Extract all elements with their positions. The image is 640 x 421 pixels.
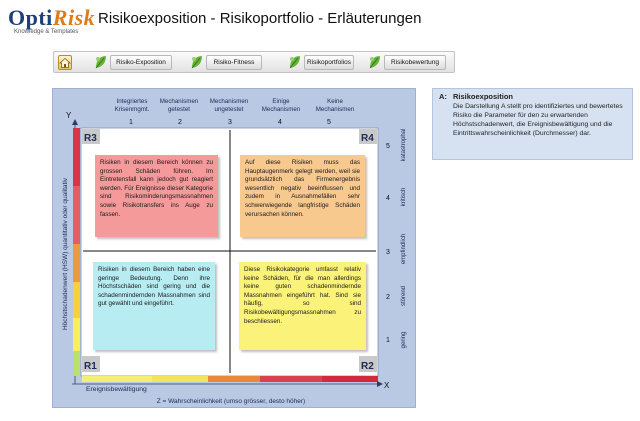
top-label-1b: Krisenmgmt. (114, 106, 150, 113)
left-bar-seg-5 (73, 318, 80, 351)
left-bar-seg-4 (73, 282, 80, 318)
bottom-bar-seg-1 (82, 376, 152, 382)
explanation-heading (439, 93, 626, 102)
x-axis-arrowhead (377, 381, 383, 387)
top-tick-5: 5 (327, 119, 331, 126)
top-tick-4: 4 (278, 119, 282, 126)
left-bar-seg-3 (73, 244, 80, 282)
logo-tagline: Knowledge & Templates (14, 29, 79, 35)
top-label-5b: Mechanismen (315, 106, 355, 113)
top-label-1a: Integriertes (116, 98, 148, 105)
bottom-bar-seg-3 (208, 376, 260, 382)
x-axis-letter: X (384, 381, 390, 390)
top-label-3b: ungetestet (214, 106, 244, 113)
explanation-letter: A: (439, 92, 447, 101)
quadrant-r4-description: Auf diese Risiken muss das Hauptaugenmerk gelegt werden, weil sie grundsätzlich das Firmenergebnis wesentlich negativ beeinflussen und zudem in Ausnahmefällen sehr schwerwiegende langfristige Schäden verursachen können. (240, 155, 365, 237)
tag-r4: R4 (361, 133, 374, 144)
tag-r3: R3 (84, 133, 97, 144)
explanation-panel (432, 88, 633, 160)
logo-text-b: Risk (52, 5, 96, 30)
bottom-bar-seg-2 (152, 376, 208, 382)
top-label-2a: Mechanismen (159, 98, 199, 105)
top-label-4b: Mechanismen (261, 106, 301, 113)
right-label-katastrophal: katastrophal (401, 128, 407, 162)
top-tick-2: 2 (178, 119, 182, 126)
nav-button-risiko-fitness[interactable]: Risiko-Fitness (206, 55, 262, 70)
quadrant-r3-description: Risiken in diesem Bereich können zu grossen Schäden führen. Im Eintretensfall kann jedoch gut reagiert werden. Für Ereignisse dieser Kategorie sind Risikominderungsmassnahmen sowie Risikotransfers ins Auge zu fassen. (95, 155, 218, 237)
nav-button-risikobewertung[interactable]: Risikobewertung (384, 55, 446, 70)
tag-r1: R1 (84, 361, 97, 372)
right-tick-1: 1 (386, 337, 390, 344)
quadrant-r1-description: Risiken in diesem Bereich haben eine geringe Bedeutung. Denn ihre Höchstschäden sind gering und die schadenmindernden Massnahmen sind gut gewählt und eingeführt. (93, 262, 215, 350)
top-label-2b: getestet (167, 106, 191, 113)
explanation-title: Risikoexposition (453, 92, 514, 101)
y-axis-title: Höchstschadenwert (HSW) quantitativ oder qualitativ (62, 177, 69, 331)
x-axis-title: Z = Wahrscheinlichkeit (umso grösser, desto höher) (156, 398, 306, 405)
bottom-bar-seg-4 (260, 376, 322, 382)
bottom-bar-seg-5 (322, 376, 378, 382)
page-title: Risikoexposition - Risikoportfolio - Erläuterungen (98, 10, 422, 27)
nav-button-risikoportfolios[interactable]: Risikoportfolios (304, 55, 354, 70)
right-label-kritisch: kritisch (401, 187, 407, 207)
top-label-3a: Mechanismen (209, 98, 249, 105)
bottom-label-ereignisbewaeltigung: Ereignisbewältigung (86, 386, 147, 393)
nav-button-risiko-exposition[interactable]: Risiko-Exposition (110, 55, 172, 70)
left-bar-seg-6 (73, 351, 80, 376)
right-tick-3: 3 (386, 249, 390, 256)
tag-r2: R2 (361, 361, 374, 372)
top-label-4a: Einige (272, 98, 290, 105)
right-tick-5: 5 (386, 143, 390, 150)
y-axis-letter: Y (66, 111, 72, 120)
top-tick-1: 1 (129, 119, 133, 126)
y-axis-arrowhead (72, 119, 78, 125)
top-label-5a: Keine (327, 98, 343, 105)
logo-text-a: Opti (8, 5, 53, 30)
right-label-stoerend: störend (401, 285, 407, 307)
quadrant-r2-description: Diese Risikokategorie umfasst relativ keine Schäden, für die man allerdings keine guten schadenmindernde Massnahmen eingeführt hat. Sind sie häufig, so sind Risikobewältigungsmassnahmen zu beschliessen. (239, 262, 366, 350)
left-bar-seg-1 (73, 128, 80, 186)
explanation-text: Die Darstellung A stellt pro identifiziertes und bewertetes Risiko die Parameter für den zu erwartenden Höchstschadenwert, die Ereignisbewältigung und die Eintrittswahrscheinlichkeit (Durchmesser) dar. (453, 102, 623, 137)
right-tick-2: 2 (386, 294, 390, 301)
right-label-gering: gering (401, 331, 407, 349)
right-tick-4: 4 (386, 195, 390, 202)
right-label-empfindlich: empfindlich (401, 233, 407, 265)
top-tick-3: 3 (228, 119, 232, 126)
left-bar-seg-2 (73, 186, 80, 244)
